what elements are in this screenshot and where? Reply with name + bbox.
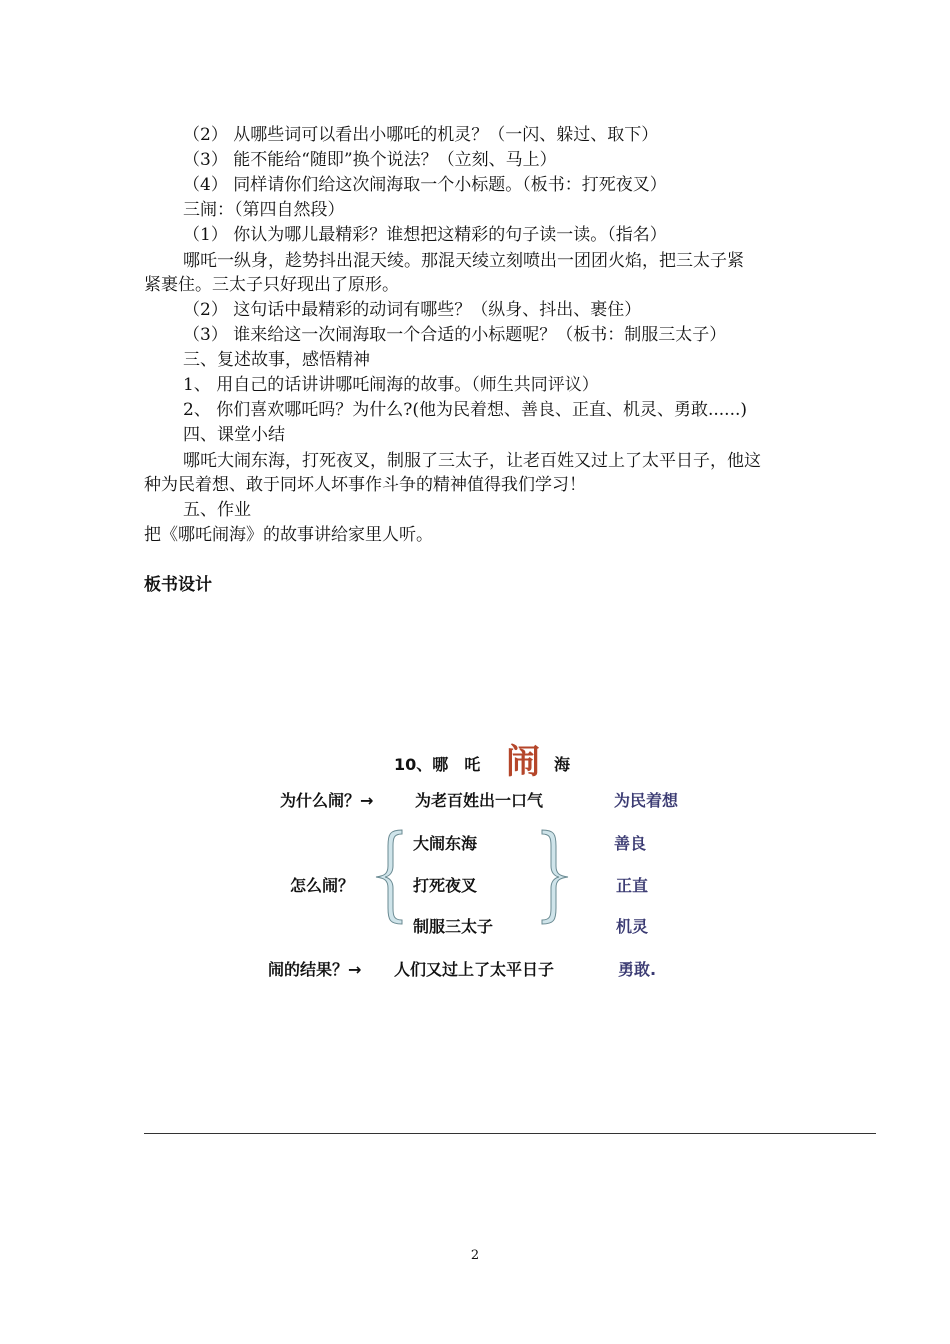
- why-question: 为什么闹？→: [280, 791, 374, 810]
- text-line: （1） 你认为哪儿最精彩？谁想把这精彩的句子读一读。（指名）: [183, 225, 667, 245]
- page-number: 2: [470, 1248, 480, 1263]
- virtue-item: 正直: [616, 876, 649, 895]
- section-heading: 板书设计: [144, 575, 212, 595]
- blackboard-design: [260, 732, 700, 992]
- virtue-item: 善良: [614, 834, 647, 853]
- result-question: 闹的结果？→: [268, 960, 362, 979]
- text-line: 哪吒大闹东海，打死夜叉，制服了三太子，让老百姓又过上了太平日子，他这: [183, 451, 761, 471]
- how-question: 怎么闹？: [290, 876, 355, 895]
- action-item: 大闹东海: [413, 834, 478, 853]
- text-line: （2） 这句话中最精彩的动词有哪些？（纵身、抖出、裹住）: [183, 300, 642, 320]
- text-line: （3） 能不能给“随即”换个说法？（立刻、马上）: [183, 150, 557, 170]
- text-line: 哪吒一纵身，趁势抖出混天绫。那混天绫立刻喷出一团团火焰，把三太子紧: [183, 251, 744, 271]
- text-line: 五、作业: [183, 500, 251, 520]
- text-line: 种为民着想、敢于同坏人坏事作斗争的精神值得我们学习！: [144, 475, 586, 495]
- text-line: 紧裹住。三太子只好现出了原形。: [144, 275, 399, 295]
- text-line: （4） 同样请你们给这次闹海取一个小标题。（板书：打死夜叉）: [183, 175, 667, 195]
- text-line: 1、 用自己的话讲讲哪吒闹海的故事。（师生共同评议）: [183, 375, 599, 395]
- why-answer: 为老百姓出一口气: [415, 791, 544, 810]
- action-item: 制服三太子: [413, 917, 494, 936]
- result-answer: 人们又过上了太平日子: [394, 960, 555, 979]
- text-line: 四、课堂小结: [183, 425, 285, 445]
- text-line: 三闹：（第四自然段）: [183, 200, 345, 220]
- right-brace-icon: [536, 828, 572, 926]
- text-line: 三、复述故事，感悟精神: [183, 350, 370, 370]
- footer-divider: [144, 1133, 876, 1134]
- virtue-item: 机灵: [616, 917, 649, 936]
- action-item: 打死夜叉: [413, 876, 478, 895]
- text-line: 把《哪吒闹海》的故事讲给家里人听。: [144, 525, 433, 545]
- text-line: （2） 从哪些词可以看出小哪吒的机灵？（一闪、躲过、取下）: [183, 125, 659, 145]
- board-title-big-char: 闹: [506, 742, 540, 782]
- board-title-prefix: 10、哪 吒: [394, 755, 481, 774]
- text-line: （3） 谁来给这一次闹海取一个合适的小标题呢？（板书：制服三太子）: [183, 325, 727, 345]
- virtue-brave: 勇敢.: [618, 960, 657, 979]
- text-line: 2、 你们喜欢哪吒吗？为什么?(他为民着想、善良、正直、机灵、勇敢......): [183, 400, 748, 420]
- left-brace-icon: [372, 828, 408, 926]
- board-title-suffix: 海: [554, 755, 571, 774]
- virtue-for-people: 为民着想: [614, 791, 679, 810]
